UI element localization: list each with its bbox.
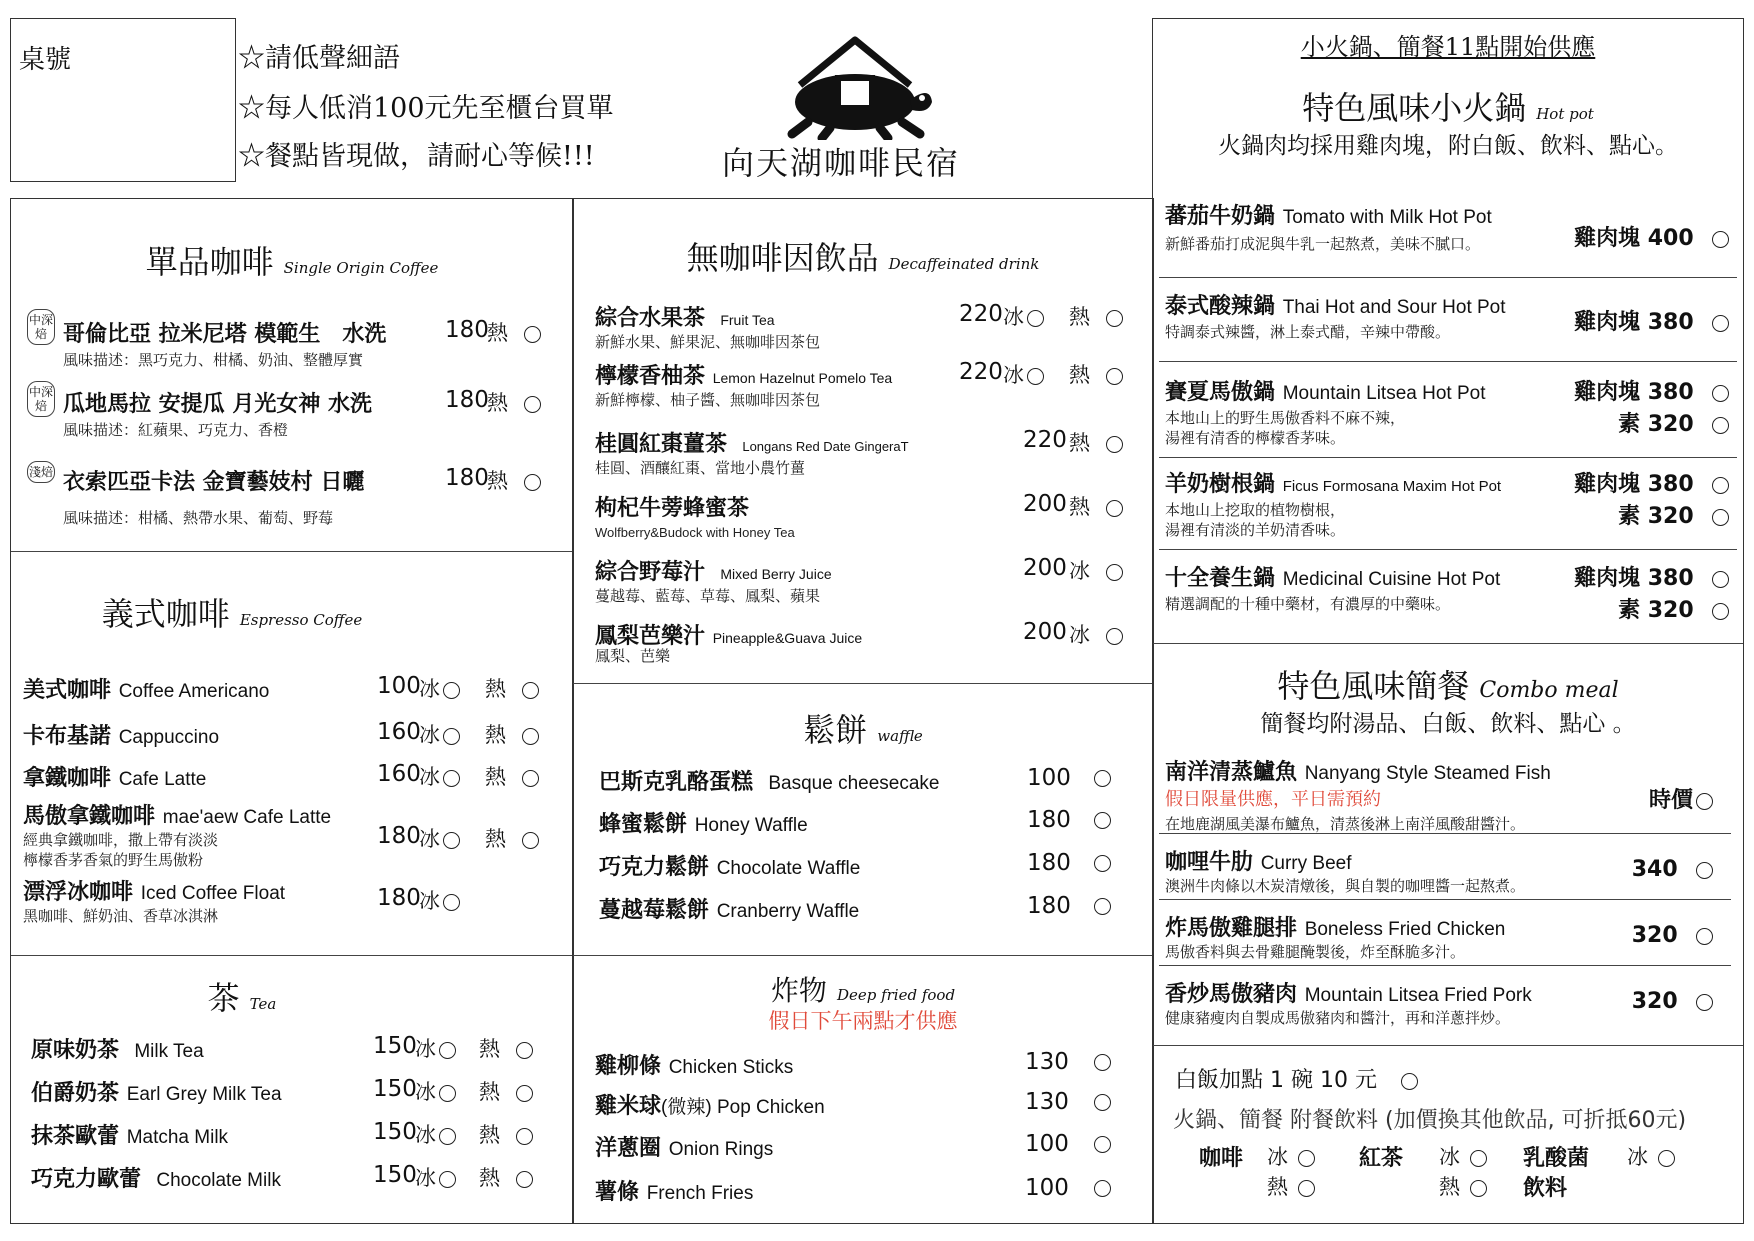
waffle-title: 鬆餅 waffle [803,711,923,749]
item-desc: 特調泰式辣醬，淋上泰式醋，辛辣中帶酸。 [1165,323,1451,341]
item-name: 馬傲拿鐵咖啡 mae'aew Cafe Latte [23,804,332,829]
item-desc: 本地山上的野生馬傲香料不麻不辣， [1165,409,1406,427]
checkbox-circle[interactable] [1712,509,1729,526]
section-divider [1153,643,1743,644]
item-name: 檸檬香柚茶 Lemon Hazelnut Pomelo Tea [595,364,893,389]
checkbox-circle[interactable] [439,1042,456,1059]
checkbox-circle[interactable] [443,682,460,699]
item-price: 320 [1632,923,1713,948]
item-desc: 本地山上挖取的植物樹根， [1165,501,1346,519]
checkbox-circle[interactable] [1106,628,1123,645]
item-price: 220 [1023,427,1067,453]
item-price: 320 [1632,989,1713,1014]
checkbox-circle[interactable] [1470,1180,1487,1197]
hot-option[interactable]: 熱 [485,719,539,749]
shop-name: 向天湖咖啡民宿 [722,144,961,182]
item-availability-note: 假日限量供應，平日需預約 [1165,789,1381,810]
hot-option[interactable]: 熱 [479,1119,533,1149]
checkbox-circle[interactable] [1712,231,1729,248]
item-name: 綜合野莓汁 Mixed Berry Juice [595,560,832,585]
item-price: 180 [445,317,489,343]
column-coffee [10,198,574,1224]
checkbox-circle[interactable] [1094,812,1111,829]
section-divider [1153,1045,1743,1046]
checkbox-circle[interactable] [524,396,541,413]
item-name: 瓜地馬拉 安提瓜 月光女神 水洗 [63,392,372,417]
item-divider [1159,899,1731,900]
item-name: 美式咖啡 Coffee Americano [23,678,270,703]
item-price: 150 [373,1076,417,1102]
item-divider [1159,457,1737,458]
item-desc-2: 湯裡有清淡的羊奶清香味。 [1165,521,1346,539]
item-desc-2: 湯裡有清香的檸檬香茅味。 [1165,429,1346,447]
cold-option[interactable]: 冰 [1069,555,1123,585]
item-desc: 馬傲香料與去骨雞腿醃製後，炸至酥脆多汁。 [1165,943,1466,961]
item-price: 130 [1025,1049,1069,1075]
hot-option[interactable]: 熱 [479,1076,533,1106]
decaf-title: 無咖啡因飲品 Decaffeinated drink [686,239,1040,277]
item-desc: 風味描述：柑橘、熱帶水果、葡萄、野莓 [63,509,334,527]
item-name: 巧克力歐蕾 Chocolate Milk [31,1167,281,1192]
item-name: 雞柳條 Chicken Sticks [595,1054,794,1079]
checkbox-circle[interactable] [524,326,541,343]
cold-option[interactable]: 冰 [419,673,460,703]
item-price: 雞肉塊 380 [1574,305,1729,336]
checkbox-circle[interactable] [516,1042,533,1059]
item-name: 洋蔥圈 Onion Rings [595,1136,774,1161]
item-price: 160 [377,761,421,787]
tea-title: 茶 Tea [207,979,277,1017]
item-price: 180 [1027,807,1071,833]
item-name: 枸杞牛蒡蜂蜜茶 [595,496,750,521]
checkbox-circle[interactable] [1094,1054,1111,1071]
section-divider [11,551,573,552]
item-name: 綜合水果茶 Fruit Tea [595,306,775,331]
cold-option[interactable]: 冰 [419,885,460,915]
item-price: 200 [1023,555,1067,581]
espresso-title: 義式咖啡 Espresso Coffee [101,595,363,633]
item-divider [1159,549,1737,550]
item-name: 薯條 French Fries [595,1180,754,1205]
checkbox-circle[interactable] [1696,994,1713,1011]
checkbox-circle[interactable] [522,728,539,745]
section-divider [11,955,573,956]
checkbox-circle[interactable] [1712,417,1729,434]
cold-option[interactable]: 冰 [419,719,460,749]
single-origin-title: 單品咖啡 Single Origin Coffee [145,243,439,281]
roast-badge: 中深焙 [27,381,55,417]
item-name: 巧克力鬆餅 Chocolate Waffle [599,855,861,880]
item-name: 拿鐵咖啡 Cafe Latte [23,766,207,791]
hot-option[interactable]: 熱 [487,317,541,347]
item-name: 雞米球(微辣) Pop Chicken [595,1094,825,1119]
notice-2: ☆每人低消100元先至櫃台買單 [238,93,614,124]
checkbox-circle[interactable] [1094,1094,1111,1111]
turtle-logo-icon [770,30,940,140]
cold-option[interactable]: 冰 [419,823,460,853]
item-desc: 澳洲牛肉條以木炭清燉後，與自製的咖哩醬一起熬煮。 [1165,877,1526,895]
cold-option[interactable]: 冰 [415,1119,456,1149]
checkbox-circle[interactable] [443,832,460,849]
table-number-box [10,18,236,182]
item-desc: 新鮮檸檬、柚子醬、無咖啡因茶包 [595,391,821,409]
item-desc: 精選調配的十種中藥材，有濃厚的中藥味。 [1165,595,1451,613]
item-price: 雞肉塊 380 [1574,561,1729,592]
item-name: 原味奶茶 Milk Tea [31,1038,204,1063]
item-price: 100 [377,673,421,699]
checkbox-circle[interactable] [1106,500,1123,517]
checkbox-circle[interactable] [516,1128,533,1145]
item-name: 漂浮冰咖啡 Iced Coffee Float [23,880,286,905]
item-desc: 新鮮番茄打成泥與牛乳一起熬煮，美味不膩口。 [1165,235,1481,253]
checkbox-circle[interactable] [1298,1150,1315,1167]
checkbox-circle[interactable] [1712,315,1729,332]
checkbox-circle[interactable] [1696,793,1713,810]
notice-1: ☆請低聲細語 [238,43,400,74]
item-price: 180 [1027,893,1071,919]
coffee-hot-option[interactable]: 熱 [1267,1171,1315,1201]
checkbox-circle[interactable] [1094,855,1111,872]
combo-title: 特色風味簡餐 Combo meal [1277,667,1619,705]
checkbox-circle[interactable] [1094,1180,1111,1197]
item-desc: 黑咖啡、鮮奶油、香草冰淇淋 [23,907,219,925]
roast-badge: 淺焙 [27,461,55,483]
item-name: 哥倫比亞 拉米尼塔 模範生 水洗 [63,322,387,347]
item-name: 伯爵奶茶 Earl Grey Milk Tea [31,1081,282,1106]
item-price: 180 [445,387,489,413]
drink-yakult-label-2: 飲料 [1523,1176,1568,1201]
cold-option[interactable]: 冰 [415,1033,456,1063]
checkbox-circle[interactable] [522,682,539,699]
item-name: 抹茶歐蕾 Matcha Milk [31,1124,229,1149]
hot-option[interactable]: 熱 [487,465,541,495]
hot-option[interactable]: 熱 [485,673,539,703]
item-price: 100 [1025,1131,1069,1157]
item-name: 蔓越莓鬆餅 Cranberry Waffle [599,898,860,923]
notice-3: ☆餐點皆現做，請耐心等候!!! [238,141,595,172]
item-desc: 桂圓、酒釀紅棗、當地小農竹薑 [595,459,806,477]
item-price-veg: 素 320 [1618,499,1729,530]
item-price: 200 [1023,619,1067,645]
checkbox-circle[interactable] [439,1171,456,1188]
coffee-cold-option[interactable]: 冰 [1267,1141,1315,1171]
checkbox-circle[interactable] [1470,1150,1487,1167]
item-price: 180 [377,823,421,849]
item-price: 340 [1632,857,1713,882]
cold-option[interactable]: 冰 [1069,619,1123,649]
checkbox-circle[interactable] [1094,770,1111,787]
item-name: 香炒馬傲豬肉 Mountain Litsea Fried Pork [1165,982,1532,1007]
hot-option[interactable]: 熱 [487,387,541,417]
item-name: 蕃茄牛奶鍋 Tomato with Milk Hot Pot [1165,204,1492,229]
item-price: 160 [377,719,421,745]
item-name: 卡布基諾 Cappuccino [23,724,220,749]
item-desc-2: 檸檬香茅香氣的野生馬傲粉 [23,851,204,869]
roast-badge: 中深焙 [27,309,55,345]
item-desc: 鳳梨、芭樂 [595,647,671,665]
hot-option[interactable]: 熱 [1069,427,1123,457]
hot-option[interactable]: 熱 [485,761,539,791]
item-name: 南洋清蒸鱸魚 Nanyang Style Steamed Fish [1165,760,1551,785]
checkbox-circle[interactable] [439,1085,456,1102]
hotpot-time-notice: 小火鍋、簡餐11點開始供應 [1300,33,1596,61]
checkbox-circle[interactable] [1696,862,1713,879]
hotpot-title: 特色風味小火鍋 Hot pot [1302,89,1594,127]
item-name: 賽夏馬傲鍋 Mountain Litsea Hot Pot [1165,380,1486,405]
fried-availability-note: 假日下午兩點才供應 [768,1009,958,1033]
item-desc: 在地鹿湖風美瀑布鱸魚，清蒸後淋上南洋風酸甜醬汁。 [1165,815,1526,833]
item-name: 炸馬傲雞腿排 Boneless Fried Chicken [1165,916,1506,941]
checkbox-circle[interactable] [1658,1150,1675,1167]
item-price: 雞肉塊 380 [1574,375,1729,406]
item-name: 羊奶樹根鍋 Ficus Formosana Maxim Hot Pot [1165,472,1502,497]
tea-hot-option[interactable]: 熱 [1439,1171,1487,1201]
checkbox-circle[interactable] [1094,1136,1111,1153]
cold-option[interactable]: 冰 [1003,301,1044,331]
column-meals [1152,18,1744,1224]
item-price: 180 [1027,850,1071,876]
item-name: 十全養生鍋 Medicinal Cuisine Hot Pot [1165,566,1501,591]
checkbox-circle[interactable] [1106,368,1123,385]
item-desc: 經典拿鐵咖啡，撒上帶有淡淡 [23,831,219,849]
item-desc: 風味描述：黑巧克力、柑橘、奶油、整體厚實 [63,351,364,369]
item-desc: Wolfberry&Budock with Honey Tea [595,525,795,540]
item-name: 蜂蜜鬆餅 Honey Waffle [599,812,808,837]
checkbox-circle[interactable] [522,770,539,787]
checkbox-circle[interactable] [443,770,460,787]
checkbox-circle[interactable] [1106,310,1123,327]
item-price: 220 [959,301,1003,327]
section-divider [573,955,1153,956]
cold-option[interactable]: 冰 [415,1162,456,1192]
checkbox-circle[interactable] [1106,436,1123,453]
fried-title: 炸物 Deep fried food [770,974,956,1007]
item-price-veg: 素 320 [1618,407,1729,438]
checkbox-circle[interactable] [1696,928,1713,945]
item-price-veg: 素 320 [1618,593,1729,624]
item-price: 150 [373,1119,417,1145]
cold-option[interactable]: 冰 [419,761,460,791]
single-origin-item[interactable] [11,309,573,377]
item-divider [1159,277,1737,278]
hot-option[interactable]: 熱 [485,823,539,853]
item-name: 鳳梨芭樂汁 Pineapple&Guava Juice [595,624,863,649]
item-name: 泰式酸辣鍋 Thai Hot and Sour Hot Pot [1165,294,1506,319]
item-desc: 蔓越莓、藍莓、草莓、鳳梨、蘋果 [595,587,821,605]
checkbox-circle[interactable] [1712,477,1729,494]
hotpot-note: 火鍋肉均採用雞肉塊，附白飯、飲料、點心。 [1218,133,1678,159]
checkbox-circle[interactable] [1712,385,1729,402]
item-divider [1159,965,1731,966]
item-price: 時價 [1649,783,1713,814]
checkbox-circle[interactable] [1106,564,1123,581]
checkbox-circle[interactable] [1712,603,1729,620]
drink-yakult-label: 乳酸菌 [1523,1146,1590,1171]
checkbox-circle[interactable] [443,728,460,745]
item-price: 100 [1027,765,1071,791]
table-number-label: 桌號 [19,45,72,75]
checkbox-circle[interactable] [439,1128,456,1145]
checkbox-circle[interactable] [1712,571,1729,588]
checkbox-circle[interactable] [1027,310,1044,327]
checkbox-circle[interactable] [516,1085,533,1102]
hot-option[interactable]: 熱 [479,1033,533,1063]
checkbox-circle[interactable] [516,1171,533,1188]
hot-option[interactable]: 熱 [1069,491,1123,521]
column-drinks-snacks [572,198,1154,1224]
item-price: 180 [377,885,421,911]
hot-option[interactable]: 熱 [1069,359,1123,389]
checkbox-circle[interactable] [1401,1073,1418,1090]
item-price: 200 [1023,491,1067,517]
item-name: 衣索匹亞卡法 金寶藝妓村 日曬 [63,470,365,495]
item-price: 150 [373,1162,417,1188]
checkbox-circle[interactable] [524,474,541,491]
checkbox-circle[interactable] [1298,1180,1315,1197]
tea-cold-option[interactable]: 冰 [1439,1141,1487,1171]
item-price: 雞肉塊 400 [1574,221,1729,252]
single-origin-item[interactable] [11,381,573,449]
item-price: 180 [445,465,489,491]
combo-note: 簡餐均附湯品、白飯、飲料、點心 。 [1260,711,1636,737]
hot-option[interactable]: 熱 [479,1162,533,1192]
checkbox-circle[interactable] [443,894,460,911]
checkbox-circle[interactable] [522,832,539,849]
item-desc: 風味描述：紅蘋果、巧克力、香橙 [63,421,289,439]
item-price: 130 [1025,1089,1069,1115]
hot-option[interactable]: 熱 [1069,301,1123,331]
item-divider [1159,833,1731,834]
item-desc: 健康豬瘦肉自製成馬傲豬肉和醬汁，再和洋蔥拌炒。 [1165,1009,1511,1027]
cold-option[interactable]: 冰 [1003,359,1044,389]
cold-option[interactable]: 冰 [415,1076,456,1106]
item-price: 雞肉塊 380 [1574,467,1729,498]
item-price: 220 [959,359,1003,385]
item-name: 桂圓紅棗薑茶 Longans Red Date GingeraT [595,432,909,457]
item-name: 巴斯克乳酪蛋糕 Basque cheesecake [599,770,940,795]
yakult-cold-option[interactable]: 冰 [1627,1141,1675,1171]
checkbox-circle[interactable] [1027,368,1044,385]
checkbox-circle[interactable] [1094,898,1111,915]
item-divider [1159,361,1737,362]
item-price: 100 [1025,1175,1069,1201]
drink-note: 火鍋、簡餐 附餐飲料 (加價換其他飲品, 可折抵60元) [1173,1108,1687,1133]
single-origin-item[interactable] [11,461,573,529]
rice-addon[interactable]: 白飯加點 1 碗 10 元 [1175,1063,1418,1094]
drink-black-tea-label: 紅茶 [1359,1146,1404,1171]
item-desc: 新鮮水果、鮮果泥、無咖啡因茶包 [595,333,821,351]
item-price: 150 [373,1033,417,1059]
item-name: 咖哩牛肋 Curry Beef [1165,850,1352,875]
section-divider [573,683,1153,684]
drink-coffee-label: 咖啡 [1199,1146,1244,1171]
